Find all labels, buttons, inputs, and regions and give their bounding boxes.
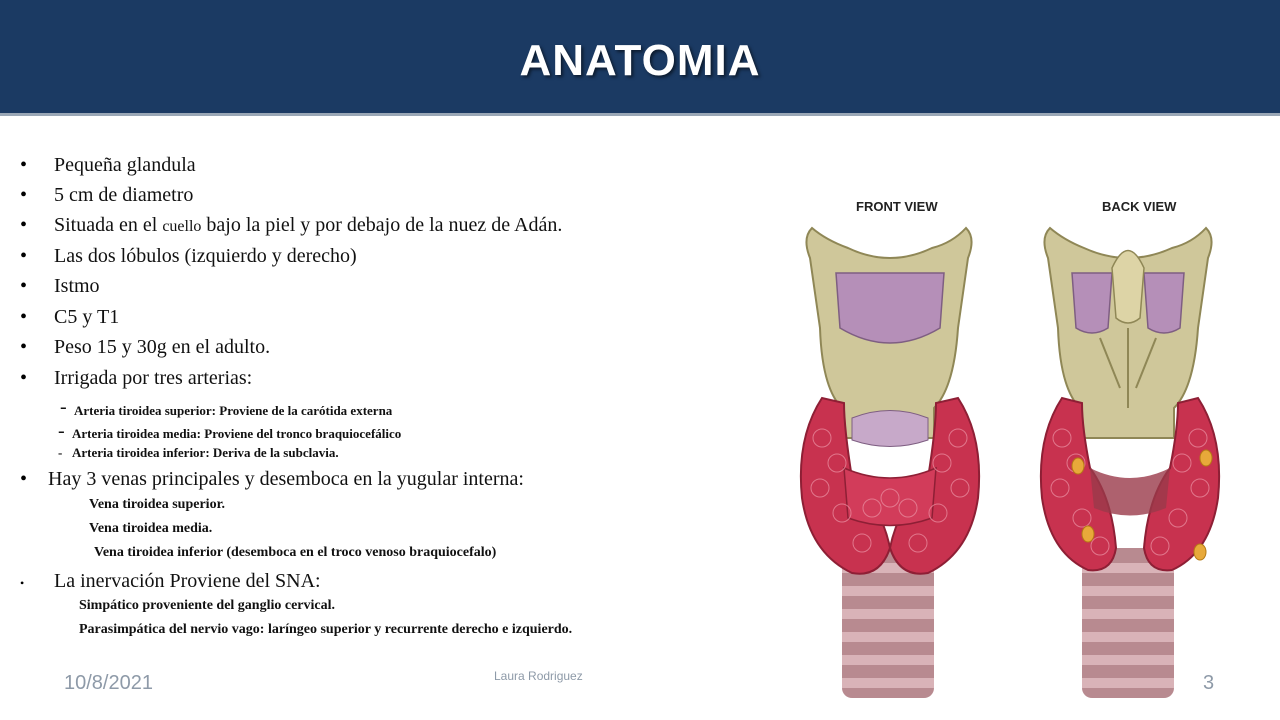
slide-title: ANATOMIA bbox=[519, 36, 761, 85]
bullet-small-gland: Pequeña glandula bbox=[54, 154, 196, 176]
front-view-label: FRONT VIEW bbox=[856, 199, 938, 214]
vein-middle: Vena tiroidea media. bbox=[89, 521, 213, 536]
artery-superior: Arteria tiroidea superior: Proviene de la carótida externa bbox=[74, 403, 393, 418]
bullet-dot: • bbox=[20, 275, 28, 297]
bullet-diameter: 5 cm de diametro bbox=[54, 184, 194, 206]
bullet-dot: • bbox=[20, 367, 28, 389]
back-view-label: BACK VIEW bbox=[1102, 199, 1177, 214]
bullet-arteries: Irrigada por tres arterias: bbox=[54, 367, 253, 389]
back-view-figure bbox=[1041, 228, 1219, 698]
bullet-weight: Peso 15 y 30g en el adulto. bbox=[54, 336, 271, 358]
bullet-dot: • bbox=[20, 336, 28, 358]
bullet-lobes: Las dos lóbulos (izquierdo y derecho) bbox=[54, 245, 357, 267]
footer-author: Laura Rodriguez bbox=[494, 669, 583, 683]
bullet-location bbox=[54, 214, 562, 237]
location-text-neck: cuello bbox=[162, 218, 202, 235]
bullet-dot: • bbox=[20, 468, 28, 490]
artery-inferior: Arteria tiroidea inferior: Deriva de la subclavia. bbox=[72, 445, 339, 460]
bullet-dot: • bbox=[20, 154, 28, 176]
location-text-2: bajo la piel y por debajo de la nuez de Adán. bbox=[201, 214, 563, 236]
vein-inferior: Vena tiroidea inferior (desemboca en el troco venoso braquiocefalo) bbox=[94, 545, 497, 560]
footer-date: 10/8/2021 bbox=[64, 672, 153, 694]
innervation-parasympathetic: Parasimpática del nervio vago: laríngeo superior y recurrente derecho e izquierdo. bbox=[79, 622, 573, 637]
title-bar bbox=[0, 0, 1280, 116]
artery-middle: Arteria tiroidea media: Proviene del tronco braquiocefálico bbox=[72, 426, 402, 441]
thyroid-illustration bbox=[782, 178, 1260, 708]
front-view-figure bbox=[801, 228, 979, 698]
front-thyroid-isthmus bbox=[844, 468, 936, 526]
front-membrane bbox=[836, 273, 944, 343]
bullet-dot: • bbox=[20, 576, 25, 590]
back-epiglottis bbox=[1112, 251, 1144, 324]
vein-superior: Vena tiroidea superior. bbox=[89, 497, 225, 512]
bullet-vertebrae: C5 y T1 bbox=[54, 306, 120, 328]
bullet-innervation: La inervación Proviene del SNA: bbox=[54, 570, 321, 592]
slide-number: 3 bbox=[1203, 672, 1215, 694]
bullet-veins: Hay 3 venas principales y desemboca en la yugular interna: bbox=[48, 468, 524, 490]
artery-dash: - bbox=[58, 445, 63, 460]
location-text-1: Situada en el bbox=[54, 214, 163, 236]
bullet-dot: • bbox=[20, 214, 28, 236]
bullet-dot: • bbox=[20, 184, 28, 206]
innervation-sympathetic: Simpático proveniente del ganglio cervical. bbox=[79, 598, 335, 613]
bullet-dot: • bbox=[20, 306, 28, 328]
bullet-isthmus: Istmo bbox=[54, 275, 100, 297]
artery-dash: - bbox=[60, 396, 67, 418]
artery-dash: - bbox=[58, 420, 65, 442]
bullet-dot: • bbox=[20, 245, 28, 267]
